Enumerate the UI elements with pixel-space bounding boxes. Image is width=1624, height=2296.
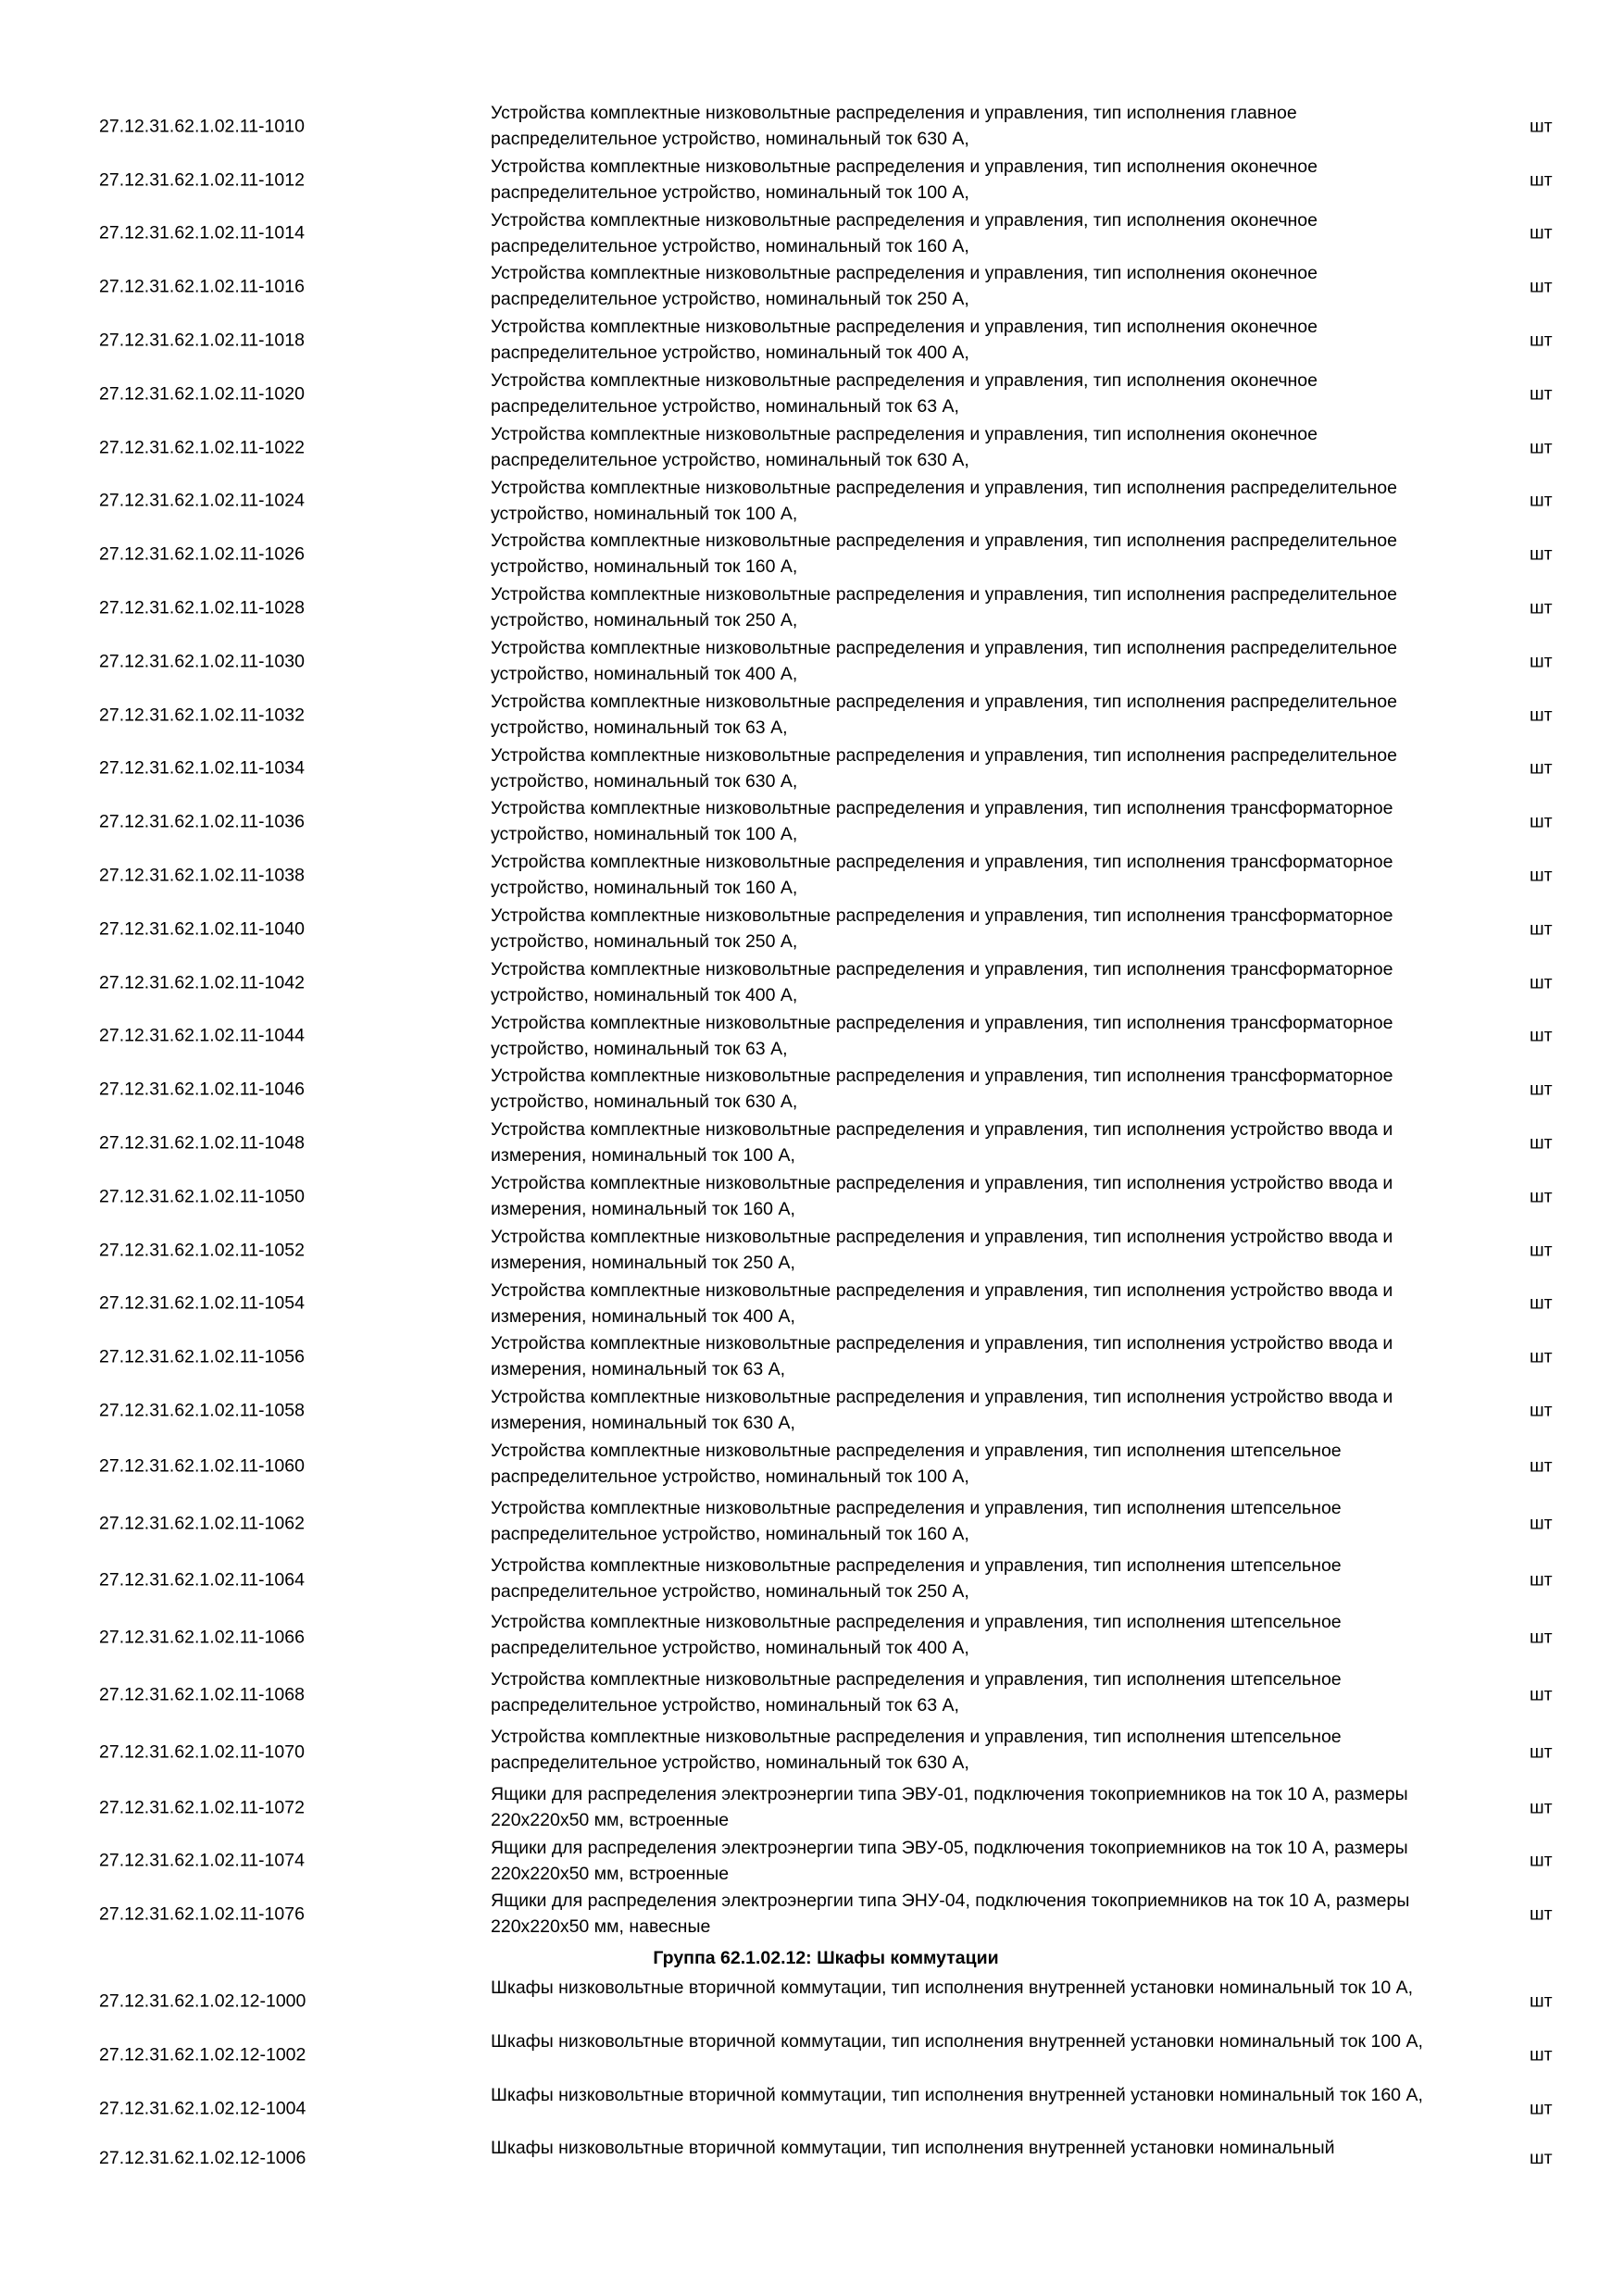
item-code: 27.12.31.62.1.02.11-1016 [99, 276, 305, 297]
item-description: Устройства комплектные низковольтные распределения и управления, тип исполнения устройство ввода и измерения, номинальный ток 63 А, [491, 1333, 1393, 1380]
table-row [0, 1330, 1624, 1384]
group-heading: Группа 62.1.02.12: Шкафы коммутации [653, 1948, 999, 1969]
item-description: Устройства комплектные низковольтные распределения и управления, тип исполнения распределительное устройство, номинальный ток 100 А, [491, 477, 1397, 524]
item-description: Устройства комплектные низковольтные распределения и управления, тип исполнения устройство ввода и измерения, номинальный ток 160 А, [491, 1172, 1393, 1219]
item-unit: шт [1530, 2044, 1553, 2065]
item-unit: шт [1530, 1741, 1553, 1763]
item-code: 27.12.31.62.1.02.11-1048 [99, 1132, 305, 1154]
item-code: 27.12.31.62.1.02.12-1002 [99, 2044, 306, 2065]
item-description: Устройства комплектные низковольтные распределения и управления, тип исполнения трансформаторное устройство, номинальный ток 100 А, [491, 798, 1393, 845]
item-code: 27.12.31.62.1.02.11-1018 [99, 330, 305, 351]
table-row [0, 1384, 1624, 1438]
item-unit: шт [1530, 383, 1553, 405]
item-code: 27.12.31.62.1.02.11-1012 [99, 169, 305, 191]
item-description: Устройства комплектные низковольтные распределения и управления, тип исполнения распределительное устройство, номинальный ток 630 А, [491, 744, 1397, 792]
item-code: 27.12.31.62.1.02.11-1038 [99, 865, 305, 886]
item-code: 27.12.31.62.1.02.11-1042 [99, 972, 305, 993]
item-unit: шт [1530, 1132, 1553, 1154]
table-row [0, 100, 1624, 154]
table-row [0, 1888, 1624, 1941]
item-description: Устройства комплектные низковольтные распределения и управления, тип исполнения распределительное устройство, номинальный ток 400 А, [491, 637, 1397, 684]
item-code: 27.12.31.62.1.02.12-1006 [99, 2148, 306, 2169]
item-description: Ящики для распределения электроэнергии типа ЭНУ-04, подключения токоприемников на ток 10 А, размеры 220х220х50 мм, навесные [491, 1890, 1410, 1938]
item-unit: шт [1530, 2098, 1553, 2119]
table-row [0, 956, 1624, 1010]
item-unit: шт [1530, 811, 1553, 832]
item-unit: шт [1530, 1346, 1553, 1367]
item-description: Устройства комплектные низковольтные распределения и управления, тип исполнения оконечное распределительное устройство, номинальный ток 400 А, [491, 317, 1318, 364]
item-code: 27.12.31.62.1.02.11-1056 [99, 1346, 305, 1367]
table-row [0, 795, 1624, 849]
item-description: Устройства комплектные низковольтные распределения и управления, тип исполнения устройство ввода и измерения, номинальный ток 400 А, [491, 1279, 1393, 1327]
item-description: Устройства комплектные низковольтные распределения и управления, тип исполнения штепсельное распределительное устройство, номинальный ток 250 А, [491, 1554, 1342, 1602]
table-row [0, 635, 1624, 689]
table-row [0, 581, 1624, 635]
item-description: Устройства комплектные низковольтные распределения и управления, тип исполнения устройство ввода и измерения, номинальный ток 630 А, [491, 1387, 1393, 1434]
item-code: 27.12.31.62.1.02.11-1062 [99, 1513, 305, 1534]
item-unit: шт [1530, 1850, 1553, 1871]
item-code: 27.12.31.62.1.02.11-1074 [99, 1850, 305, 1871]
item-unit: шт [1530, 276, 1553, 297]
item-code: 27.12.31.62.1.02.11-1050 [99, 1186, 305, 1207]
table-row [0, 2082, 1624, 2136]
item-unit: шт [1530, 1903, 1553, 1925]
item-unit: шт [1530, 865, 1553, 886]
table-row [0, 849, 1624, 903]
item-description: Устройства комплектные низковольтные распределения и управления, тип исполнения трансформаторное устройство, номинальный ток 160 А, [491, 852, 1393, 899]
item-description: Устройства комплектные низковольтные распределения и управления, тип исполнения трансформаторное устройство, номинальный ток 400 А, [491, 958, 1393, 1005]
item-code: 27.12.31.62.1.02.11-1068 [99, 1684, 305, 1705]
item-unit: шт [1530, 757, 1553, 779]
item-unit: шт [1530, 1400, 1553, 1421]
item-code: 27.12.31.62.1.02.11-1026 [99, 543, 305, 565]
item-unit: шт [1530, 490, 1553, 511]
item-code: 27.12.31.62.1.02.11-1066 [99, 1627, 305, 1648]
item-unit: шт [1530, 1240, 1553, 1261]
table-row [0, 528, 1624, 581]
item-description: Устройства комплектные низковольтные распределения и управления, тип исполнения оконечное распределительное устройство, номинальный ток 160 А, [491, 209, 1318, 256]
table-row [0, 475, 1624, 529]
table-row [0, 1666, 1624, 1724]
item-unit: шт [1530, 1455, 1553, 1477]
item-code: 27.12.31.62.1.02.11-1036 [99, 811, 305, 832]
item-description: Устройства комплектные низковольтные распределения и управления, тип исполнения штепсельное распределительное устройство, номинальный ток 63 А, [491, 1669, 1342, 1716]
item-unit: шт [1530, 543, 1553, 565]
item-code: 27.12.31.62.1.02.12-1004 [99, 2098, 306, 2119]
item-unit: шт [1530, 1627, 1553, 1648]
item-description: Устройства комплектные низковольтные распределения и управления, тип исполнения распределительное устройство, номинальный ток 250 А, [491, 584, 1397, 631]
item-unit: шт [1530, 918, 1553, 940]
item-unit: шт [1530, 1684, 1553, 1705]
item-code: 27.12.31.62.1.02.11-1034 [99, 757, 305, 779]
item-code: 27.12.31.62.1.02.11-1070 [99, 1741, 305, 1763]
item-code: 27.12.31.62.1.02.11-1064 [99, 1569, 305, 1591]
table-row [0, 1224, 1624, 1278]
item-code: 27.12.31.62.1.02.11-1020 [99, 383, 305, 405]
item-code: 27.12.31.62.1.02.11-1030 [99, 651, 305, 672]
item-unit: шт [1530, 1797, 1553, 1818]
item-unit: шт [1530, 169, 1553, 191]
item-description: Устройства комплектные низковольтные распределения и управления, тип исполнения главное распределительное устройство, номинальный ток 630 А, [491, 103, 1297, 149]
table-row [0, 421, 1624, 475]
item-description: Устройства комплектные низковольтные распределения и управления, тип исполнения штепсельное распределительное устройство, номинальный ток 400 А, [491, 1612, 1342, 1659]
table-row [0, 1724, 1624, 1781]
item-code: 27.12.31.62.1.02.11-1060 [99, 1455, 305, 1477]
item-description: Шкафы низковольтные вторичной коммутации, тип исполнения внутренней установки номинальный ток 100 А, [491, 2030, 1423, 2052]
table-row [0, 1553, 1624, 1610]
item-code: 27.12.31.62.1.02.12-1000 [99, 1990, 306, 2012]
table-row [0, 154, 1624, 207]
table-row [0, 1117, 1624, 1170]
item-description: Устройства комплектные низковольтные распределения и управления, тип исполнения штепсельное распределительное устройство, номинальный ток 630 А, [491, 1726, 1342, 1773]
table-row [0, 314, 1624, 368]
item-description: Устройства комплектные низковольтные распределения и управления, тип исполнения устройство ввода и измерения, номинальный ток 250 А, [491, 1226, 1393, 1273]
item-unit: шт [1530, 705, 1553, 726]
item-code: 27.12.31.62.1.02.11-1024 [99, 490, 305, 511]
item-description: Устройства комплектные низковольтные распределения и управления, тип исполнения трансформаторное устройство, номинальный ток 250 А, [491, 905, 1393, 952]
item-code: 27.12.31.62.1.02.11-1046 [99, 1079, 305, 1100]
table-row [0, 1063, 1624, 1117]
table-row [0, 903, 1624, 956]
item-unit: шт [1530, 330, 1553, 351]
item-description: Устройства комплектные низковольтные распределения и управления, тип исполнения распределительное устройство, номинальный ток 63 А, [491, 691, 1397, 738]
table-row [0, 1975, 1624, 2028]
item-description: Устройства комплектные низковольтные распределения и управления, тип исполнения трансформаторное устройство, номинальный ток 63 А, [491, 1012, 1393, 1059]
table-row [0, 1438, 1624, 1495]
item-unit: шт [1530, 116, 1553, 137]
item-unit: шт [1530, 1079, 1553, 1100]
item-unit: шт [1530, 1025, 1553, 1046]
table-row [0, 2135, 1624, 2169]
item-code: 27.12.31.62.1.02.11-1032 [99, 705, 305, 726]
item-code: 27.12.31.62.1.02.11-1044 [99, 1025, 305, 1046]
item-unit: шт [1530, 597, 1553, 618]
item-description: Шкафы низковольтные вторичной коммутации, тип исполнения внутренней установки номинальный ток 160 А, [491, 2084, 1423, 2105]
table-row [0, 1010, 1624, 1064]
item-code: 27.12.31.62.1.02.11-1076 [99, 1903, 305, 1925]
item-unit: шт [1530, 1292, 1553, 1314]
item-code: 27.12.31.62.1.02.11-1040 [99, 918, 305, 940]
table-row [0, 1609, 1624, 1666]
item-unit: шт [1530, 651, 1553, 672]
table-row [0, 260, 1624, 314]
item-description: Устройства комплектные низковольтные распределения и управления, тип исполнения оконечное распределительное устройство, номинальный ток 100 А, [491, 156, 1318, 203]
table-row [0, 368, 1624, 421]
table-row [0, 1170, 1624, 1224]
item-code: 27.12.31.62.1.02.11-1010 [99, 116, 305, 137]
item-description: Ящики для распределения электроэнергии типа ЭВУ-01, подключения токоприемников на ток 10 А, размеры 220х220х50 мм, встроенные [491, 1783, 1408, 1830]
item-description: Устройства комплектные низковольтные распределения и управления, тип исполнения трансформаторное устройство, номинальный ток 630 А, [491, 1066, 1393, 1113]
item-unit: шт [1530, 2148, 1553, 2169]
item-code: 27.12.31.62.1.02.11-1054 [99, 1292, 305, 1314]
item-description: Устройства комплектные низковольтные распределения и управления, тип исполнения оконечное распределительное устройство, номинальный ток 630 А, [491, 423, 1318, 470]
item-unit: шт [1530, 437, 1553, 458]
table-row [0, 207, 1624, 261]
item-description: Устройства комплектные низковольтные распределения и управления, тип исполнения штепсельное распределительное устройство, номинальный ток 100 А, [491, 1440, 1342, 1487]
section-items-62-1-02-11 [0, 100, 1624, 1941]
item-description: Шкафы низковольтные вторичной коммутации, тип исполнения внутренней установки номинальный [491, 2138, 1335, 2159]
item-code: 27.12.31.62.1.02.11-1028 [99, 597, 305, 618]
table-row [0, 1278, 1624, 1331]
item-description: Ящики для распределения электроэнергии типа ЭВУ-05, подключения токоприемников на ток 10 А, размеры 220х220х50 мм, встроенные [491, 1837, 1408, 1884]
item-description: Устройства комплектные низковольтные распределения и управления, тип исполнения оконечное распределительное устройство, номинальный ток 250 А, [491, 263, 1318, 310]
item-code: 27.12.31.62.1.02.11-1052 [99, 1240, 305, 1261]
item-code: 27.12.31.62.1.02.11-1014 [99, 222, 305, 243]
item-unit: шт [1530, 1990, 1553, 2012]
item-code: 27.12.31.62.1.02.11-1072 [99, 1797, 305, 1818]
table-row [0, 689, 1624, 742]
item-description: Шкафы низковольтные вторичной коммутации, тип исполнения внутренней установки номинальный ток 10 А, [491, 1978, 1414, 1999]
section-items-62-1-02-12 [0, 1975, 1624, 2169]
table-row [0, 1781, 1624, 1835]
item-unit: шт [1530, 1569, 1553, 1591]
item-unit: шт [1530, 1186, 1553, 1207]
table-row [0, 1495, 1624, 1553]
table-row [0, 1835, 1624, 1889]
item-unit: шт [1530, 972, 1553, 993]
item-description: Устройства комплектные низковольтные распределения и управления, тип исполнения штепсельное распределительное устройство, номинальный ток 160 А, [491, 1497, 1342, 1544]
item-description: Устройства комплектные низковольтные распределения и управления, тип исполнения распределительное устройство, номинальный ток 160 А, [491, 530, 1397, 578]
item-description: Устройства комплектные низковольтные распределения и управления, тип исполнения оконечное распределительное устройство, номинальный ток 63 А, [491, 369, 1318, 417]
item-code: 27.12.31.62.1.02.11-1022 [99, 437, 305, 458]
item-unit: шт [1530, 222, 1553, 243]
table-row [0, 742, 1624, 796]
item-code: 27.12.31.62.1.02.11-1058 [99, 1400, 305, 1421]
price-list-page [0, 100, 1624, 2169]
item-unit: шт [1530, 1513, 1553, 1534]
item-description: Устройства комплектные низковольтные распределения и управления, тип исполнения устройство ввода и измерения, номинальный ток 100 А, [491, 1119, 1393, 1167]
table-row [0, 2028, 1624, 2082]
